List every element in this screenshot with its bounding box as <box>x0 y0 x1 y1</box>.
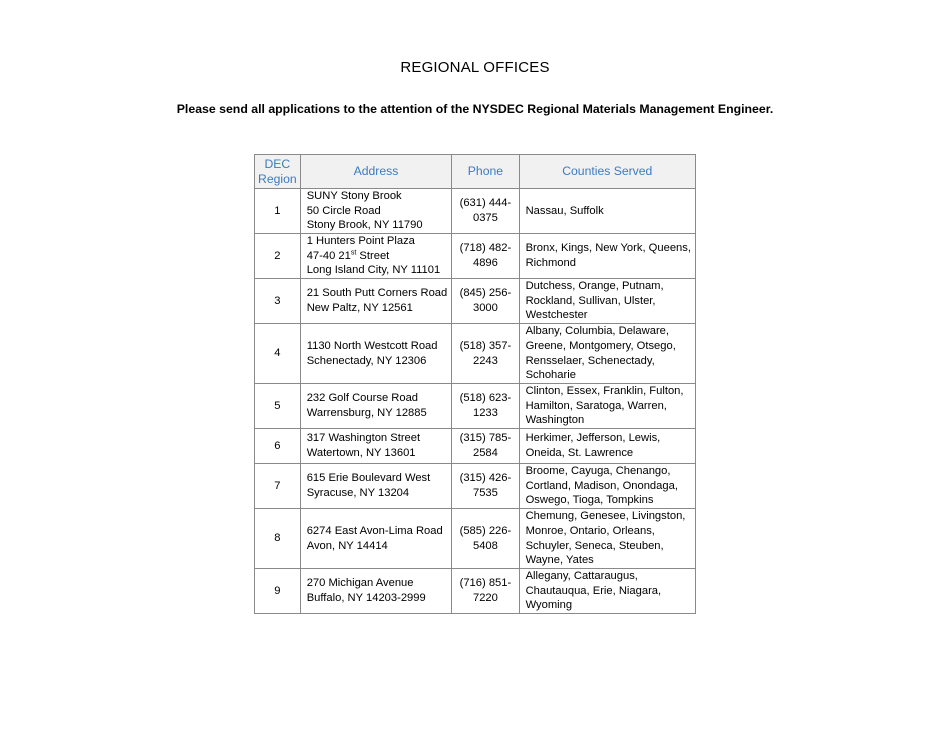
phone-line: (315) 426- <box>459 472 512 485</box>
region-number: 4 <box>255 324 301 384</box>
region-number: 6 <box>255 429 301 464</box>
office-address <box>300 189 452 234</box>
phone-line: 7535 <box>472 487 498 499</box>
counties-line: Clinton, Essex, Franklin, Fulton, <box>525 385 684 398</box>
table-header-row <box>255 155 696 189</box>
phone-line: (315) 785- <box>459 432 512 445</box>
counties-line: Allegany, Cattaraugus, <box>525 570 638 583</box>
phone-line: 1233 <box>472 407 498 419</box>
phone-line: (716) 851- <box>459 577 512 590</box>
page-title: REGIONAL OFFICES <box>400 59 550 76</box>
phone-line: 0375 <box>472 212 498 224</box>
table-row <box>255 279 696 324</box>
table-row <box>255 464 696 509</box>
table-row <box>255 189 696 234</box>
address-line: Avon, NY 14414 <box>306 539 388 552</box>
counties-served <box>519 569 695 614</box>
counties-line: Herkimer, Jefferson, Lewis, <box>525 432 661 445</box>
region-number: 3 <box>255 279 301 324</box>
address-line: SUNY Stony Brook <box>306 190 402 203</box>
counties-served <box>519 234 695 279</box>
counties-line: Cortland, Madison, Onondaga, <box>525 479 678 492</box>
region-number: 9 <box>255 569 301 614</box>
office-address <box>300 509 452 569</box>
address-line: 6274 East Avon-Lima Road <box>306 524 443 537</box>
counties-line: Nassau, Suffolk <box>525 204 604 217</box>
counties-line: Schoharie <box>525 369 576 382</box>
office-address <box>300 464 452 509</box>
counties-served <box>519 324 695 384</box>
table-row <box>255 324 696 384</box>
phone-line: 2243 <box>472 354 498 367</box>
counties-line: Dutchess, Orange, Putnam, <box>525 280 664 293</box>
office-address <box>300 384 452 429</box>
region-number: 8 <box>255 509 301 569</box>
header-phone: Phone <box>452 155 519 189</box>
office-address <box>300 234 452 279</box>
address-line: New Paltz, NY 12561 <box>306 302 413 314</box>
address-line: Stony Brook, NY 11790 <box>306 219 423 232</box>
counties-served <box>519 384 695 429</box>
office-phone <box>452 279 519 324</box>
phone-line: (718) 482- <box>459 242 512 255</box>
office-phone <box>452 569 519 614</box>
table-row <box>255 384 696 429</box>
office-address <box>300 324 452 384</box>
phone-line: 4896 <box>472 257 498 269</box>
counties-line: Rockland, Sullivan, Ulster, <box>525 294 656 307</box>
office-phone <box>452 189 519 234</box>
phone-line: (585) 226- <box>459 524 512 537</box>
address-line: Schenectady, NY 12306 <box>306 354 427 367</box>
address-line: Long Island City, NY 11101 <box>306 264 441 277</box>
counties-served <box>519 279 695 324</box>
header-region-line: DEC <box>264 156 291 171</box>
counties-served <box>519 509 695 569</box>
address-line: 21 South Putt Corners Road <box>306 287 448 300</box>
address-street-name: Street <box>356 249 390 262</box>
phone-line: 7220 <box>472 592 498 604</box>
counties-line: Monroe, Ontario, Orleans, <box>525 524 655 537</box>
address-line: Syracuse, NY 13204 <box>306 487 410 499</box>
address-line: 1 Hunters Point Plaza <box>306 235 415 248</box>
counties-line: Rensselaer, Schenectady, <box>525 354 655 367</box>
header-address: Address <box>300 155 452 189</box>
phone-line: 3000 <box>472 302 498 314</box>
header-dec-region <box>255 155 301 189</box>
region-number: 7 <box>255 464 301 509</box>
address-street-number: 47-40 21 <box>306 249 351 262</box>
counties-line: Oneida, St. Lawrence <box>525 447 634 459</box>
table-row <box>255 429 696 464</box>
counties-line: Chautauqua, Erie, Niagara, <box>525 584 662 597</box>
address-line: 50 Circle Road <box>306 204 381 217</box>
region-number: 2 <box>255 234 301 279</box>
address-line: Buffalo, NY 14203-2999 <box>306 592 426 604</box>
counties-line: Greene, Montgomery, Otsego, <box>525 339 676 352</box>
counties-line: Chemung, Genesee, Livingston, <box>525 510 686 523</box>
counties-line: Oswego, Tioga, Tompkins <box>525 494 654 507</box>
region-number: 5 <box>255 384 301 429</box>
counties-served <box>519 464 695 509</box>
phone-line: 5408 <box>472 539 498 552</box>
header-region-line: Region <box>258 171 297 186</box>
office-address <box>300 279 452 324</box>
counties-line: Albany, Columbia, Delaware, <box>525 325 669 338</box>
region-number: 1 <box>255 189 301 234</box>
address-line: 1130 North Westcott Road <box>306 339 438 352</box>
table-row <box>255 509 696 569</box>
table-row <box>255 569 696 614</box>
phone-line: (518) 623- <box>459 392 512 405</box>
counties-line: Broome, Cayuga, Chenango, <box>525 465 671 478</box>
office-phone <box>452 384 519 429</box>
office-phone <box>452 324 519 384</box>
phone-line: (631) 444- <box>459 197 512 210</box>
table-row <box>255 234 696 279</box>
regional-offices-table <box>254 154 696 614</box>
counties-line: Bronx, Kings, New York, Queens, <box>525 242 691 255</box>
counties-line: Richmond <box>525 257 576 269</box>
counties-served <box>519 429 695 464</box>
counties-line: Hamilton, Saratoga, Warren, <box>525 399 667 412</box>
counties-line: Westchester <box>525 309 588 322</box>
header-counties-served: Counties Served <box>519 155 695 189</box>
ordinal-suffix: st <box>350 248 357 256</box>
address-line: 615 Erie Boulevard West <box>306 472 431 485</box>
counties-line: Washington <box>525 414 585 427</box>
counties-line: Wayne, Yates <box>525 554 594 567</box>
office-phone <box>452 429 519 464</box>
counties-line: Wyoming <box>525 599 573 612</box>
address-line: Watertown, NY 13601 <box>306 447 416 459</box>
office-phone <box>452 509 519 569</box>
phone-line: 2584 <box>472 447 498 459</box>
instruction-text: Please send all applications to the attention of the NYSDEC Regional Materials Management Engineer. <box>176 102 774 116</box>
address-line: 270 Michigan Avenue <box>306 577 414 590</box>
counties-served <box>519 189 695 234</box>
address-line: Warrensburg, NY 12885 <box>306 407 427 419</box>
address-line: 232 Golf Course Road <box>306 392 419 405</box>
phone-line: (518) 357- <box>459 339 512 352</box>
office-phone <box>452 234 519 279</box>
address-line <box>307 249 448 264</box>
office-phone <box>452 464 519 509</box>
office-address <box>300 569 452 614</box>
counties-line: Schuyler, Seneca, Steuben, <box>525 539 664 552</box>
address-line: 317 Washington Street <box>306 432 421 445</box>
phone-line: (845) 256- <box>459 287 512 300</box>
office-address <box>300 429 452 464</box>
